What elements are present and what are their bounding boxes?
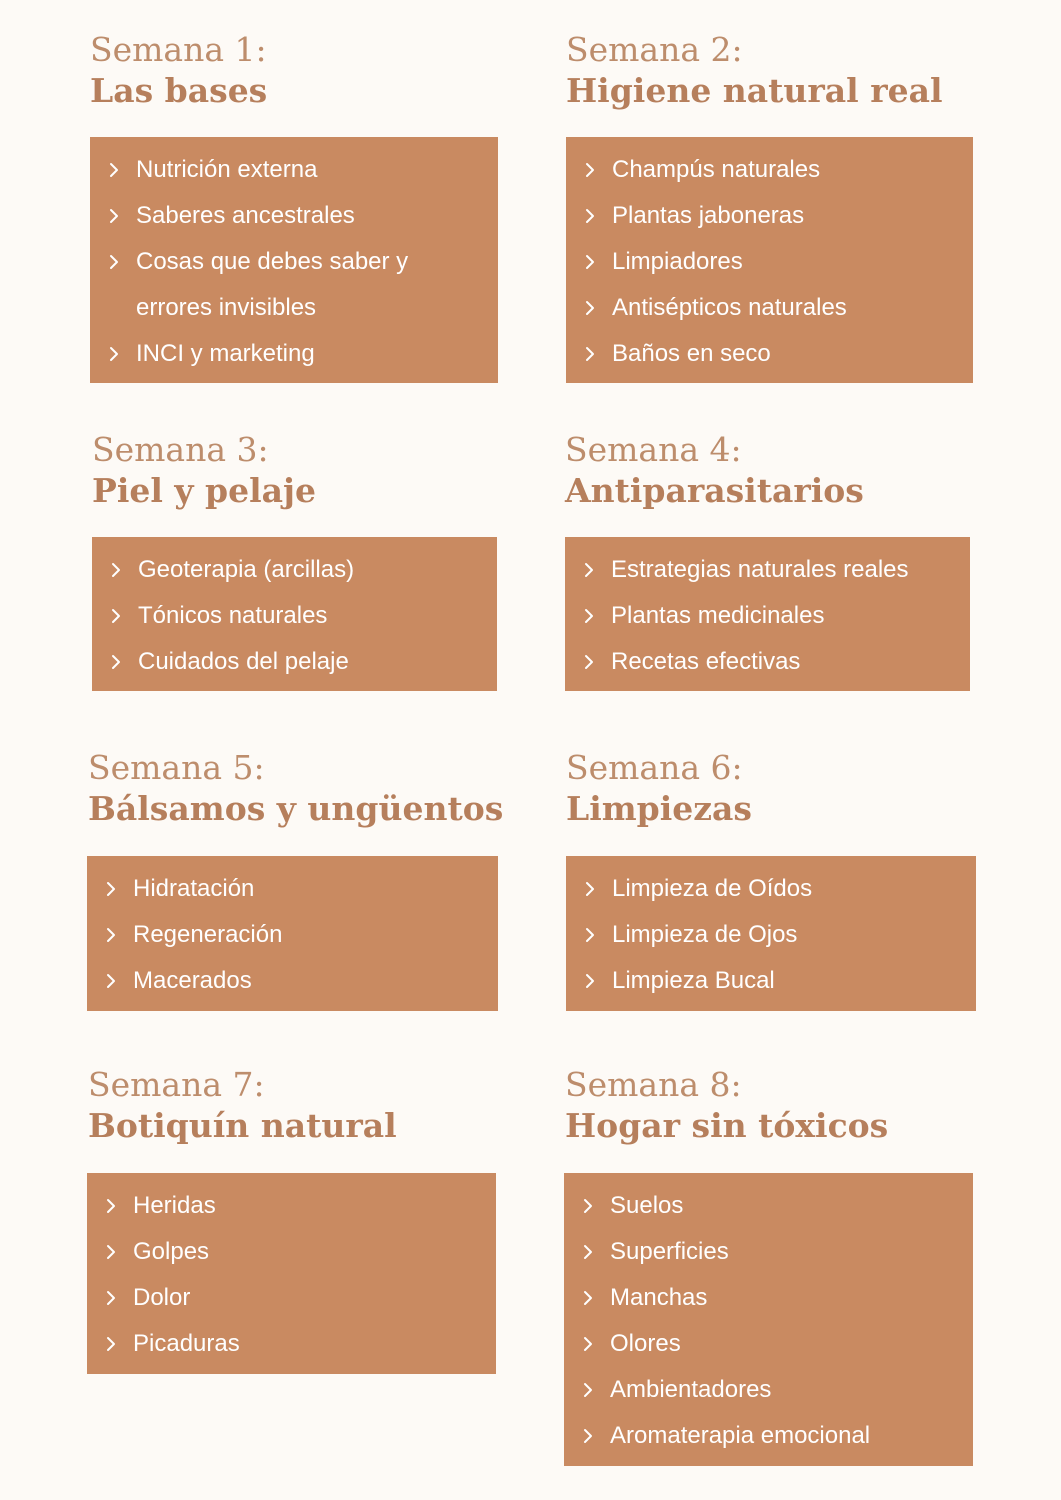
week-label: Semana 8:: [565, 1065, 742, 1104]
topic-text: Aromaterapia emocional: [610, 1422, 871, 1449]
chevron-right-icon: [105, 958, 133, 1004]
topic-text: Olores: [610, 1330, 681, 1357]
week-4-header: [565, 430, 864, 512]
topic-item: [584, 866, 966, 912]
topic-item: [105, 958, 488, 1004]
topic-item: [584, 331, 963, 377]
week-title: Limpiezas: [566, 789, 752, 828]
topic-text: Champús naturales: [612, 156, 821, 183]
topic-item: [110, 593, 487, 639]
topic-item: [582, 1275, 963, 1321]
topic-text: Heridas: [133, 1192, 216, 1219]
topic-item: [583, 593, 960, 639]
chevron-right-icon: [582, 1367, 610, 1413]
chevron-right-icon: [583, 547, 611, 593]
topic-item: [583, 639, 960, 685]
topic-item: [108, 331, 488, 377]
week-label: Semana 2:: [566, 30, 743, 69]
topic-text: Antisépticos naturales: [612, 294, 847, 321]
week-1-header: [90, 30, 267, 112]
week-3-header: [92, 430, 316, 512]
chevron-right-icon: [110, 639, 138, 685]
topic-text: Hidratación: [133, 875, 255, 902]
topic-text: Regeneración: [133, 921, 283, 948]
week-3-topics: [92, 537, 497, 691]
chevron-right-icon: [584, 958, 612, 1004]
week-title: Botiquín natural: [88, 1106, 397, 1145]
topic-text: Geoterapia (arcillas): [138, 556, 355, 583]
topic-text: Estrategias naturales reales: [611, 556, 909, 583]
chevron-right-icon: [108, 239, 136, 285]
chevron-right-icon: [105, 1321, 133, 1367]
chevron-right-icon: [110, 547, 138, 593]
week-7-header: [88, 1065, 397, 1147]
chevron-right-icon: [582, 1275, 610, 1321]
topic-item: [105, 1183, 486, 1229]
chevron-right-icon: [582, 1321, 610, 1367]
week-title: Hogar sin tóxicos: [565, 1106, 889, 1145]
topic-item: [582, 1367, 963, 1413]
topic-text: Tónicos naturales: [138, 602, 328, 629]
week-7-topics: [87, 1173, 496, 1374]
topic-text: Golpes: [133, 1238, 210, 1265]
week-label: Semana 3:: [92, 430, 269, 469]
week-2-header: [566, 30, 943, 112]
chevron-right-icon: [584, 147, 612, 193]
week-6-topics: [566, 856, 976, 1011]
topic-text: Limpieza de Oídos: [612, 875, 813, 902]
topic-item: [584, 958, 966, 1004]
week-label: Semana 6:: [566, 748, 743, 787]
week-title: Las bases: [90, 71, 268, 110]
chevron-right-icon: [583, 593, 611, 639]
chevron-right-icon: [110, 593, 138, 639]
topic-item: [584, 285, 963, 331]
topic-text: Macerados: [133, 967, 252, 994]
week-label: Semana 5:: [88, 748, 265, 787]
chevron-right-icon: [584, 866, 612, 912]
topic-text: Ambientadores: [610, 1376, 772, 1403]
chevron-right-icon: [105, 1183, 133, 1229]
week-title: Antiparasitarios: [565, 471, 864, 510]
topic-text: Limpieza de Ojos: [612, 921, 798, 948]
topic-item: [584, 147, 963, 193]
chevron-right-icon: [584, 912, 612, 958]
topic-item: [105, 866, 488, 912]
chevron-right-icon: [108, 331, 136, 377]
week-8-header: [565, 1065, 888, 1147]
chevron-right-icon: [108, 147, 136, 193]
topic-text: Superficies: [610, 1238, 729, 1265]
topic-item: [582, 1321, 963, 1367]
topic-item: [105, 912, 488, 958]
week-5-header: [88, 748, 503, 830]
topic-item: [583, 547, 960, 593]
week-5-topics: [87, 856, 498, 1011]
chevron-right-icon: [583, 639, 611, 685]
topic-text: Limpiadores: [612, 248, 743, 275]
chevron-right-icon: [105, 912, 133, 958]
chevron-right-icon: [584, 331, 612, 377]
topic-text: Picaduras: [133, 1330, 240, 1357]
week-4-topics: [565, 537, 970, 691]
topic-text: INCI y marketing: [136, 340, 315, 367]
week-8-topics: [564, 1173, 973, 1466]
topic-text: Suelos: [610, 1192, 684, 1219]
topic-text: Limpieza Bucal: [612, 967, 775, 994]
topic-item: [584, 193, 963, 239]
topic-item: [108, 239, 488, 331]
topic-item: [582, 1229, 963, 1275]
week-6-header: [566, 748, 752, 830]
topic-item: [105, 1229, 486, 1275]
chevron-right-icon: [108, 193, 136, 239]
topic-item: [105, 1321, 486, 1367]
topic-text: Saberes ancestrales: [136, 202, 355, 229]
week-label: Semana 1:: [90, 30, 267, 69]
chevron-right-icon: [582, 1229, 610, 1275]
topic-text: Baños en seco: [612, 340, 771, 367]
topic-item: [582, 1183, 963, 1229]
topic-item: [110, 639, 487, 685]
week-title: Piel y pelaje: [92, 471, 316, 510]
chevron-right-icon: [105, 1229, 133, 1275]
topic-item: [584, 239, 963, 285]
week-title: Bálsamos y ungüentos: [88, 789, 504, 828]
chevron-right-icon: [584, 285, 612, 331]
chevron-right-icon: [584, 193, 612, 239]
topic-item: [108, 193, 488, 239]
topic-item: [108, 147, 488, 193]
week-label: Semana 7:: [88, 1065, 265, 1104]
topic-text: Recetas efectivas: [611, 648, 801, 675]
chevron-right-icon: [105, 1275, 133, 1321]
chevron-right-icon: [582, 1183, 610, 1229]
topic-item: [110, 547, 487, 593]
week-title: Higiene natural real: [566, 71, 943, 110]
topic-text: Cosas que debes saber y errores invisibles: [136, 248, 409, 321]
topic-text: Plantas jaboneras: [612, 202, 805, 229]
topic-text: Nutrición externa: [136, 156, 318, 183]
topic-text: Manchas: [610, 1284, 708, 1311]
topic-text: Plantas medicinales: [611, 602, 825, 629]
chevron-right-icon: [105, 866, 133, 912]
chevron-right-icon: [584, 239, 612, 285]
topic-text: Dolor: [133, 1284, 191, 1311]
week-label: Semana 4:: [565, 430, 742, 469]
chevron-right-icon: [582, 1413, 610, 1459]
topic-item: [582, 1413, 963, 1459]
topic-item: [105, 1275, 486, 1321]
topic-item: [584, 912, 966, 958]
week-2-topics: [566, 137, 973, 383]
topic-text: Cuidados del pelaje: [138, 648, 349, 675]
week-1-topics: [90, 137, 498, 383]
